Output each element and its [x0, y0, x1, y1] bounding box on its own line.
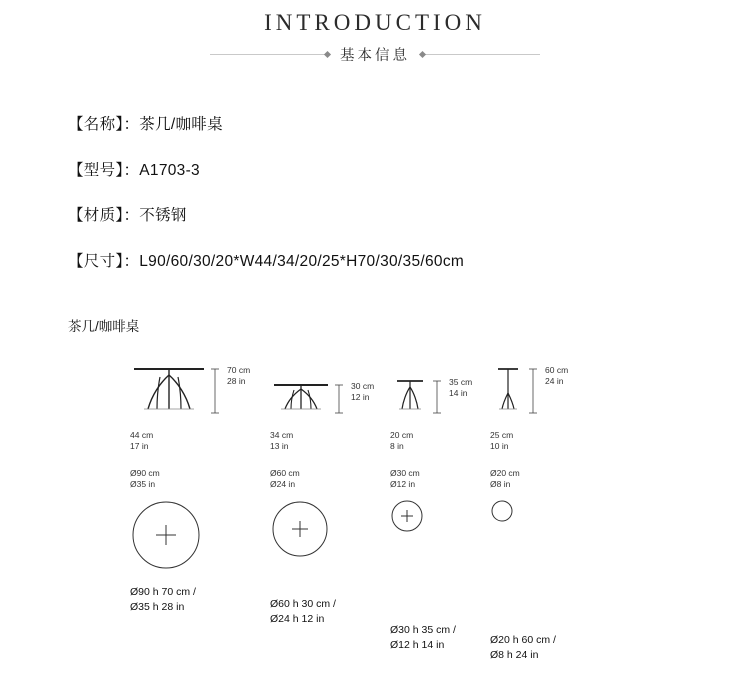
height-in: 28 in: [227, 375, 246, 386]
figure-4-size-label: [490, 633, 590, 663]
spec-key: 【型号】：: [68, 161, 140, 179]
size-line-1: Ø60 h 30 cm /: [270, 597, 336, 610]
figure-1-diameter-label: [130, 468, 270, 489]
spec-key: 【名称】：: [68, 116, 140, 133]
width-cm: 25 cm: [490, 430, 514, 440]
table-elevation-icon: [390, 361, 430, 421]
size-line-2: Ø35 h 28 in: [130, 600, 185, 613]
spec-row: [68, 117, 750, 133]
table-elevation-icon: [130, 361, 208, 421]
divider-right: [420, 54, 540, 55]
figure-2-elevation: [270, 361, 390, 421]
width-cm: 44 cm: [130, 430, 154, 440]
subtitle-row: [0, 44, 750, 65]
diameter-in: Ø24 in: [270, 478, 296, 489]
figure-3-size-label: [390, 623, 490, 653]
spec-value: 茶几/咖啡桌: [139, 116, 223, 133]
page-title-en: INTRODUCTION: [264, 10, 486, 35]
spec-key: 【材质】：: [68, 207, 140, 224]
figure-1-width-label: [130, 430, 270, 451]
figure-4-elevation: [490, 361, 590, 421]
figure-1-height-label: [227, 361, 250, 386]
table-plan-circle-icon: [390, 499, 424, 533]
diameter-cm: Ø60 cm: [270, 468, 300, 479]
figure-4-plan: [490, 499, 590, 571]
figure-1-plan: [130, 499, 270, 571]
figure-4-height-label: [545, 361, 568, 386]
spec-value: 不锈钢: [139, 207, 187, 224]
diameter-in: Ø8 in: [490, 478, 511, 489]
size-line-1: Ø90 h 70 cm /: [130, 585, 196, 598]
spec-value: L90/60/30/20*W44/34/20/25*H70/30/35/60cm: [139, 252, 465, 270]
height-dimension-line: [432, 363, 442, 421]
diameter-cm: Ø20 cm: [490, 468, 520, 479]
height-dimension-line: [528, 363, 538, 421]
page-title-cn: 基本信息: [340, 48, 410, 64]
size-line-1: Ø20 h 60 cm /: [490, 633, 556, 646]
figure-1-size-label: [130, 585, 270, 615]
table-plan-circle-icon: [270, 499, 330, 559]
figure-4-width-label: [490, 430, 590, 451]
height-cm: 60 cm: [545, 365, 569, 375]
diameter-cm: Ø90 cm: [130, 468, 160, 479]
figure-1: [130, 361, 270, 615]
diameter-in: Ø12 in: [390, 478, 416, 489]
diameter-in: Ø35 in: [130, 478, 156, 489]
figure-3-diameter-label: [390, 468, 490, 489]
figure-3-elevation: [390, 361, 490, 421]
width-in: 10 in: [490, 440, 509, 451]
figure-2-size-label: [270, 597, 390, 627]
table-plan-circle-icon: [130, 499, 202, 571]
height-cm: 70 cm: [227, 365, 251, 375]
width-in: 13 in: [270, 440, 289, 451]
figure-1-elevation: [130, 361, 270, 421]
figure-3-height-label: [449, 361, 472, 398]
size-line-2: Ø8 h 24 in: [490, 648, 539, 661]
table-elevation-icon: [270, 361, 332, 421]
width-cm: 34 cm: [270, 430, 294, 440]
figure-3-plan: [390, 499, 490, 571]
height-cm: 30 cm: [351, 381, 375, 391]
table-elevation-icon: [490, 361, 526, 421]
figure-2-plan: [270, 499, 390, 571]
diagram-caption: 茶几/咖啡桌: [68, 319, 140, 334]
spec-key: 【尺寸】：: [68, 252, 140, 270]
divider-left: [210, 54, 330, 55]
width-in: 17 in: [130, 440, 149, 451]
table-plan-circle-icon: [490, 499, 514, 523]
figure-3-width-label: [390, 430, 490, 451]
width-cm: 20 cm: [390, 430, 414, 440]
spec-list: [0, 117, 750, 269]
figure-2: [270, 361, 390, 627]
figure-2-width-label: [270, 430, 390, 451]
figure-4-diameter-label: [490, 468, 590, 489]
spec-value: A1703-3: [139, 161, 200, 179]
figure-2-height-label: [351, 361, 374, 402]
diameter-cm: Ø30 cm: [390, 468, 420, 479]
size-line-2: Ø12 h 14 in: [390, 638, 445, 651]
spec-row: [68, 254, 750, 270]
dimension-diagram: [0, 361, 750, 663]
diamond-icon: [419, 51, 426, 58]
height-dimension-line: [210, 363, 220, 421]
page-header: [0, 0, 750, 65]
figure-2-diameter-label: [270, 468, 390, 489]
figure-4: [490, 361, 590, 663]
spec-row: [68, 208, 750, 224]
height-in: 12 in: [351, 391, 370, 402]
spec-row: [68, 163, 750, 179]
size-line-2: Ø24 h 12 in: [270, 612, 325, 625]
height-dimension-line: [334, 363, 344, 421]
height-in: 24 in: [545, 375, 564, 386]
width-in: 8 in: [390, 440, 404, 451]
size-line-1: Ø30 h 35 cm /: [390, 623, 456, 636]
figure-3: [390, 361, 490, 653]
height-cm: 35 cm: [449, 377, 473, 387]
diamond-icon: [324, 51, 331, 58]
height-in: 14 in: [449, 387, 468, 398]
